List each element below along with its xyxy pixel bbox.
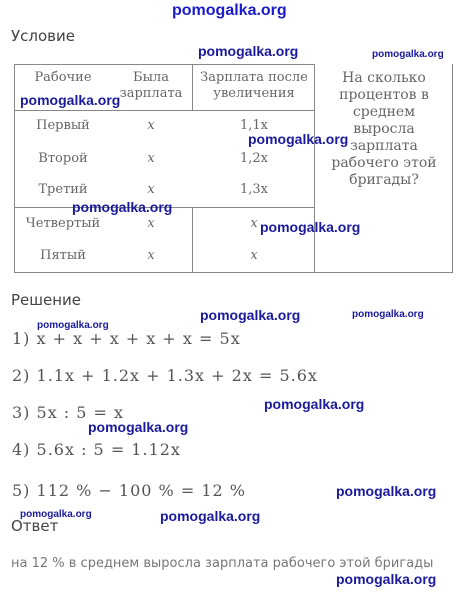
watermark-top[interactable]: pomogalka.org — [172, 2, 287, 19]
watermark[interactable]: pomogalka.org — [200, 307, 301, 323]
row-2-after: 1,2x — [239, 151, 268, 166]
row-5-worker: Пятый — [40, 248, 86, 263]
table-border-left — [14, 64, 15, 272]
table-header-col-divider — [192, 64, 193, 110]
step-5-text: 112 % − 100 % = 12 % — [36, 481, 246, 500]
watermark[interactable]: pomogalka.org — [336, 483, 437, 499]
watermark[interactable]: pomogalka.org — [198, 43, 299, 59]
row-1-after: 1,1x — [239, 118, 268, 133]
header-was-salary: Была зарплата — [119, 70, 183, 101]
row-4-worker: Четвертый — [25, 216, 101, 231]
step-3-text: 5x : 5 = x — [36, 403, 125, 422]
table-lower-col-divider — [192, 207, 193, 272]
step-5-number: 5) — [12, 481, 31, 500]
header-after-increase: Зарплата после увеличения — [200, 70, 308, 101]
watermark[interactable]: pomogalka.org — [372, 49, 444, 60]
solution-heading: Решение — [11, 291, 82, 309]
header-workers: Рабочие — [34, 70, 92, 85]
watermark[interactable]: pomogalka.org — [20, 509, 92, 520]
condition-heading: Условие — [11, 27, 75, 45]
answer-text: на 12 % в среднем выросла зарплата рабочего этой бригады — [11, 556, 434, 571]
table-border-middle — [314, 64, 315, 272]
row-2-worker: Второй — [38, 151, 88, 166]
row-3-after: 1,3x — [239, 182, 268, 197]
row-5-after: x — [250, 248, 258, 263]
row-4-after: x — [250, 216, 258, 231]
row-4-was: x — [147, 216, 155, 231]
watermark[interactable]: pomogalka.org — [72, 199, 173, 215]
answer-heading: Ответ — [11, 517, 59, 535]
solution-step-1 — [12, 329, 241, 348]
solution-step-5 — [12, 481, 246, 500]
solution-step-2 — [12, 366, 318, 385]
watermark[interactable]: pomogalka.org — [37, 320, 109, 331]
watermark[interactable]: pomogalka.org — [20, 92, 121, 108]
watermark[interactable]: pomogalka.org — [160, 508, 261, 524]
question-cell: На сколько процентов в среднем выросла зарплата рабочего этой бригады? — [331, 70, 437, 188]
row-3-was: x — [147, 182, 155, 197]
step-4-number: 4) — [12, 440, 31, 459]
step-4-text: 5.6x : 5 = 1.12x — [36, 440, 181, 459]
watermark[interactable]: pomogalka.org — [248, 131, 349, 147]
step-3-number: 3) — [12, 403, 31, 422]
step-2-number: 2) — [12, 366, 31, 385]
row-5-was: x — [147, 248, 155, 263]
watermark[interactable]: pomogalka.org — [88, 419, 189, 435]
step-1-text: x + x + x + x + x = 5x — [36, 329, 241, 348]
row-1-worker: Первый — [36, 118, 90, 133]
watermark[interactable]: pomogalka.org — [336, 571, 437, 587]
step-1-number: 1) — [12, 329, 31, 348]
step-2-text: 1.1x + 1.2x + 1.3x + 2x = 5.6x — [36, 366, 318, 385]
table-border-bottom — [14, 272, 453, 273]
watermark[interactable]: pomogalka.org — [260, 219, 361, 235]
table-border-right — [452, 64, 453, 272]
watermark[interactable]: pomogalka.org — [264, 396, 365, 412]
table-border-top — [14, 64, 314, 65]
row-1-was: x — [147, 118, 155, 133]
row-3-worker: Третий — [38, 182, 88, 197]
watermark[interactable]: pomogalka.org — [352, 309, 424, 320]
row-2-was: x — [147, 151, 155, 166]
table-header-divider — [14, 110, 314, 111]
solution-step-4 — [12, 440, 181, 459]
